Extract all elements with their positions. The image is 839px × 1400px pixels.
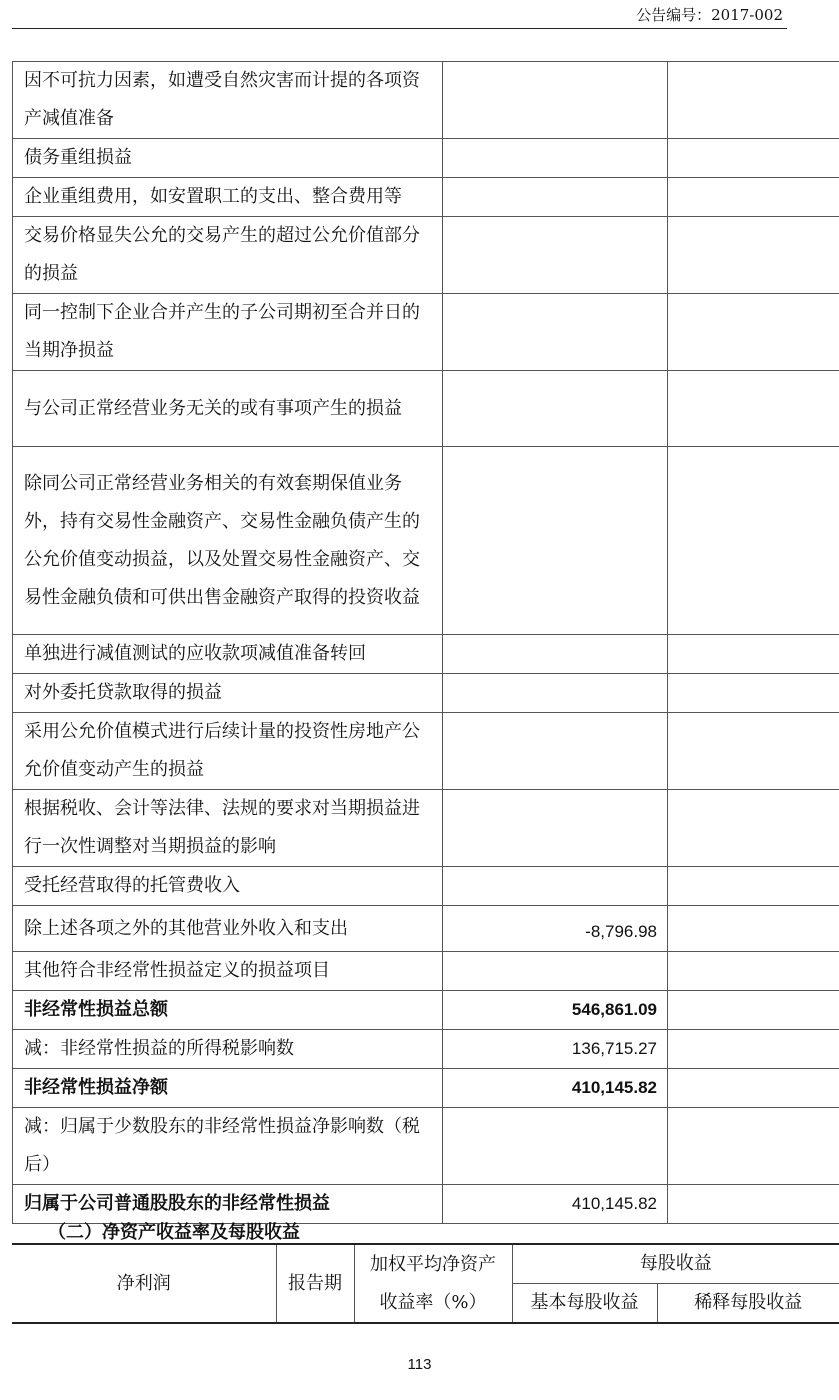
table-row	[13, 294, 839, 371]
row-empty-cell	[668, 906, 839, 952]
row-label: 归属于公司普通股股东的非经常性损益	[13, 1185, 443, 1224]
header-divider	[12, 28, 787, 29]
table-row	[13, 635, 839, 674]
table-row	[13, 1069, 839, 1108]
row-label: 企业重组费用，如安置职工的支出、整合费用等	[13, 178, 443, 217]
table-row	[13, 371, 839, 447]
row-amount	[443, 139, 668, 178]
row-label: 受托经营取得的托管费收入	[13, 867, 443, 906]
table-row	[13, 906, 839, 952]
row-label: 单独进行减值测试的应收款项减值准备转回	[13, 635, 443, 674]
table-row	[13, 867, 839, 906]
row-amount	[443, 674, 668, 713]
table-row	[13, 991, 839, 1030]
row-label: 同一控制下企业合并产生的子公司期初至合并日的当期净损益	[13, 294, 443, 371]
row-label: 对外委托贷款取得的损益	[13, 674, 443, 713]
table-row	[13, 713, 839, 790]
row-amount: 410,145.82	[443, 1185, 668, 1224]
row-amount	[443, 447, 668, 635]
announcement-number: 公告编号：2017-002	[636, 6, 783, 24]
row-amount	[443, 790, 668, 867]
row-amount	[443, 713, 668, 790]
row-label: 根据税收、会计等法律、法规的要求对当期损益进行一次性调整对当期损益的影响	[13, 790, 443, 867]
row-empty-cell	[668, 371, 839, 447]
section-title: （二）净资产收益率及每股收益	[48, 1222, 300, 1243]
table-row	[13, 139, 839, 178]
row-label: 非经常性损益净额	[13, 1069, 443, 1108]
row-label: 减：非经常性损益的所得税影响数	[13, 1030, 443, 1069]
row-amount	[443, 294, 668, 371]
row-label: 债务重组损益	[13, 139, 443, 178]
table-row	[13, 674, 839, 713]
row-amount	[443, 178, 668, 217]
table-row	[13, 62, 839, 139]
row-empty-cell	[668, 62, 839, 139]
row-empty-cell	[668, 178, 839, 217]
col-header-roe-line2: 收益率（%）	[379, 1291, 487, 1313]
row-amount: 410,145.82	[443, 1069, 668, 1108]
row-empty-cell	[668, 867, 839, 906]
row-amount	[443, 62, 668, 139]
row-amount	[443, 217, 668, 294]
row-amount	[443, 635, 668, 674]
row-label: 非经常性损益总额	[13, 991, 443, 1030]
page-number: 113	[407, 1356, 432, 1373]
row-label: 与公司正常经营业务无关的或有事项产生的损益	[13, 371, 443, 447]
row-empty-cell	[668, 1069, 839, 1108]
table-header-row	[12, 1244, 839, 1284]
row-label: 采用公允价值模式进行后续计量的投资性房地产公允价值变动产生的损益	[13, 713, 443, 790]
row-label: 交易价格显失公允的交易产生的超过公允价值部分的损益	[13, 217, 443, 294]
col-header-eps: 每股收益	[512, 1244, 839, 1284]
col-header-roe-line1: 加权平均净资产	[370, 1253, 496, 1275]
row-empty-cell	[668, 1185, 839, 1224]
row-amount: 546,861.09	[443, 991, 668, 1030]
row-label: 减：归属于少数股东的非经常性损益净影响数（税后）	[13, 1108, 443, 1185]
table-row	[13, 447, 839, 635]
col-header-period: 报告期	[276, 1244, 354, 1323]
row-empty-cell	[668, 1030, 839, 1069]
col-header-net-profit: 净利润	[12, 1244, 276, 1323]
row-amount	[443, 952, 668, 991]
col-header-diluted-eps: 稀释每股收益	[657, 1284, 839, 1324]
row-empty-cell	[668, 790, 839, 867]
row-label: 除上述各项之外的其他营业外收入和支出	[13, 906, 443, 952]
row-empty-cell	[668, 139, 839, 178]
col-header-basic-eps: 基本每股收益	[512, 1284, 657, 1324]
table-row	[13, 1030, 839, 1069]
row-amount: -8,796.98	[443, 906, 668, 952]
row-empty-cell	[668, 952, 839, 991]
roe-eps-table	[12, 1243, 839, 1324]
row-amount: 136,715.27	[443, 1030, 668, 1069]
row-empty-cell	[668, 294, 839, 371]
row-empty-cell	[668, 991, 839, 1030]
row-label: 除同公司正常经营业务相关的有效套期保值业务外，持有交易性金融资产、交易性金融负债产生的公允价值变动损益，以及处置交易性金融资产、交易性金融负债和可供出售金融资产取得的投资收益	[13, 447, 443, 635]
row-label: 因不可抗力因素，如遭受自然灾害而计提的各项资产减值准备	[13, 62, 443, 139]
row-label: 其他符合非经常性损益定义的损益项目	[13, 952, 443, 991]
row-empty-cell	[668, 713, 839, 790]
row-amount	[443, 371, 668, 447]
table-row	[13, 790, 839, 867]
table-row	[13, 178, 839, 217]
row-empty-cell	[668, 217, 839, 294]
row-empty-cell	[668, 1108, 839, 1185]
table-row	[13, 952, 839, 991]
table-row	[13, 1108, 839, 1185]
row-amount	[443, 867, 668, 906]
row-amount	[443, 1108, 668, 1185]
col-header-roe	[354, 1244, 512, 1323]
row-empty-cell	[668, 674, 839, 713]
non-recurring-items-table	[12, 61, 839, 1224]
row-empty-cell	[668, 447, 839, 635]
row-empty-cell	[668, 635, 839, 674]
table-row	[13, 217, 839, 294]
